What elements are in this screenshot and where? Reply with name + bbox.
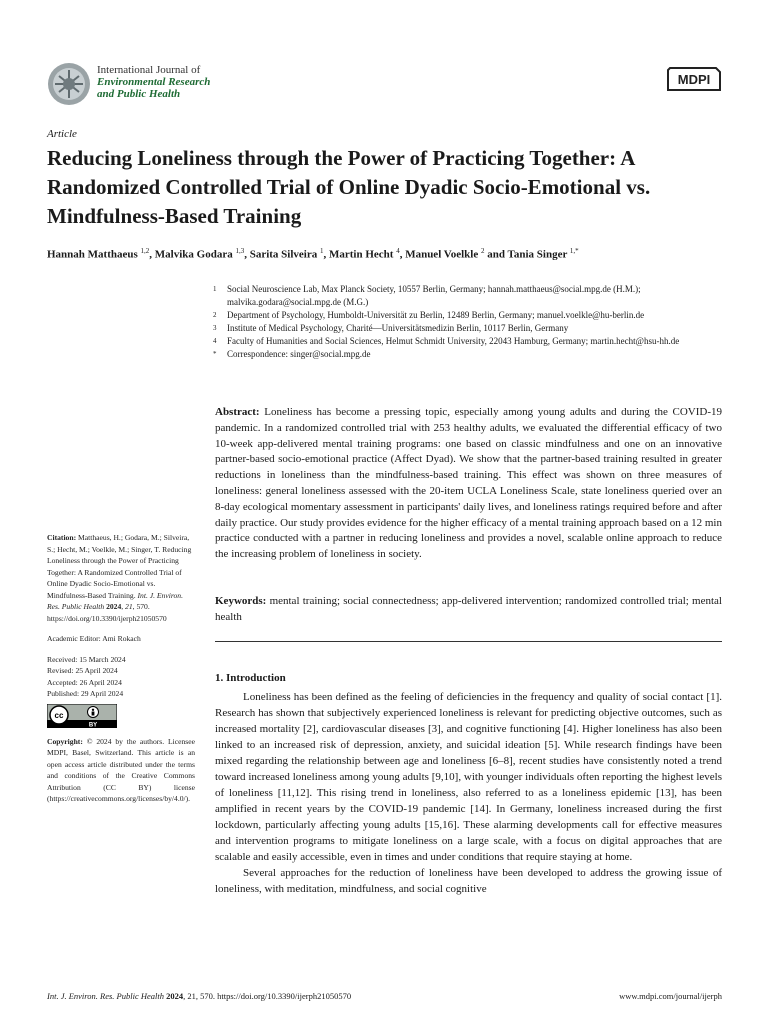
author-affiliation: 1,3 — [235, 247, 245, 255]
abstract-text: Loneliness has become a pressing topic, especially among young adults and during the COVID-19 pandemic. In a randomized controlled trial with 253 healthy adults, we evaluated the differential efficacy of two 10-week app-delivered mental training programs: one based on classic mindfulness and one on an innovative partner-based socio-emotional practice (Affect Dyad). We show that the partner-based training resulted in greater reductions in loneliness than the mindfulness-based training. This effect was shown on three measures of loneliness: general loneliness assessed with the 20-item UCLA Loneliness Scale, state loneliness queried over an 8-day ecological momentary assessment in participants' daily lives, and loneliness ratings required before and after daily practice. Our study provides evidence for the higher efficacy of a mental training approach based on a 12 min practice conducted with a partner in reducing loneliness and provides a novel, scalable online approach to reduce the increasing problem of loneliness in society. — [215, 406, 723, 561]
footer-citation — [47, 991, 351, 1001]
citation-doi[interactable]: , 570. https://doi.org/10.3390/ijerph21050570 — [47, 602, 167, 623]
affiliation-number: 1 — [213, 285, 217, 293]
cc-label: cc — [54, 710, 64, 720]
journal-logo — [47, 62, 91, 106]
footer-journal: Int. J. Environ. Res. Public Health — [47, 991, 165, 1001]
citation-text: Matthaeus, H.; Godara, M.; Silveira, S.; Hecht, M.; Voelkle, M.; Singer, T. Reducing Loneliness through the Power of Practicing Together: A Randomized Controlled Trial of Online Dyadic Socio-Emotional vs. Mindfulness-Based Training. — [47, 533, 192, 600]
journal-name-line2: Environmental Research — [97, 76, 211, 88]
copyright-label: Copyright: — [47, 736, 83, 746]
footer-year: 2024 — [166, 991, 184, 1001]
citation-label: Citation: — [47, 533, 77, 542]
mdpi-logo — [666, 66, 722, 92]
affiliation-number: 3 — [213, 324, 217, 332]
article-type: Article — [47, 128, 77, 140]
published-date: Published: 29 April 2024 — [47, 689, 124, 698]
affiliation-item — [213, 322, 733, 335]
journal-name-line1: International Journal of — [97, 64, 201, 76]
affiliation-text: Faculty of Humanities and Social Sciences, Helmut Schmidt University, 22043 Hamburg, Germany; martin.hecht@hsu-hh.de — [227, 336, 680, 346]
author-affiliation: 1 — [319, 247, 324, 255]
author-name: Tania Singer — [507, 248, 568, 261]
author-name: Manuel Voelkle — [405, 248, 479, 261]
revised-date: Revised: 25 April 2024 — [47, 666, 118, 675]
author-affiliation: 4 — [396, 247, 400, 255]
affiliation-text: Department of Psychology, Humboldt-Universität zu Berlin, 12489 Berlin, Germany; manuel.voelkle@hu-berlin.de — [227, 310, 645, 320]
keywords-label: Keywords: — [215, 595, 267, 607]
affiliation-text: Institute of Medical Psychology, Charité—Universitätsmedizin Berlin, 10117 Berlin, Germany — [227, 323, 569, 333]
author-name: Malvika Godara — [154, 248, 233, 261]
footer-doi[interactable]: , 21, 570. https://doi.org/10.3390/ijerph21050570 — [183, 991, 352, 1001]
author-name: Hannah Matthaeus — [47, 248, 138, 261]
publisher-name: MDPI — [677, 72, 711, 87]
journal-name — [97, 64, 210, 100]
affiliation-number: 2 — [213, 311, 217, 319]
citation-volume: 21 — [125, 602, 133, 611]
author-affiliation: 2 — [480, 247, 485, 255]
journal-name-line3: and Public Health — [97, 88, 181, 100]
affiliation-item — [213, 335, 733, 348]
citation-year: 2024 — [106, 602, 122, 611]
academic-editor: Academic Editor: Ami Rokach — [47, 634, 141, 643]
affiliation-item — [213, 309, 733, 322]
paragraph: Several approaches for the reduction of loneliness have been developed to address the growing issue of loneliness, with meditation, mindfulness, and social cognitive — [215, 867, 722, 895]
affiliation-item — [213, 283, 733, 309]
affiliation-number: * — [213, 350, 217, 358]
introduction-body — [215, 689, 722, 897]
affiliations — [213, 283, 733, 361]
footer-url[interactable]: www.mdpi.com/journal/ijerph — [619, 991, 722, 1001]
paragraph: Loneliness has been defined as the feeling of deficiencies in the frequency and quality of social contact [1]. Research has shown that subjectively experienced loneliness is relevant for predicting objective outcomes, such as increased mortality [2], cardiovascular diseases [3], and cognitive functioning [4]. Higher loneliness has also been linked to an increased risk of depression, anxiety, and suicidal ideation [5]. While research findings have been mixed regarding the relationship between age and loneliness [6–8], recent studies have consistently noted a trend toward increased loneliness among young adults [9,10], with younger individuals often reporting the highest levels of loneliness [11,12]. This rising trend in loneliness, also referred to as a loneliness epidemic [13], has been amplified in recent years by the COVID-19 pandemic [14]. In Germany, loneliness increased during the first lockdown, particularly affecting young adults [15,16]. These alarming developments call for effective measures and intervention programs to mitigate loneliness on a large scale, with a focus on digital approaches that are scalable and easily accessible, even in times and under conditions that require staying at home. — [215, 691, 722, 863]
cc-by-badge[interactable] — [47, 704, 117, 728]
article-title: Reducing Loneliness through the Power of Practicing Together: A Randomized Controlled Trial of Online Dyadic Socio-Emotional vs. Mindfulness-Based Training — [47, 146, 651, 228]
by-label: BY — [88, 722, 98, 728]
accepted-date: Accepted: 26 April 2024 — [47, 677, 122, 687]
affiliation-text: Correspondence: singer@social.mpg.de — [227, 349, 371, 359]
author-affiliation: 1,* — [569, 247, 579, 255]
abstract — [215, 405, 722, 563]
received-date: Received: 15 March 2024 — [47, 654, 126, 664]
keywords — [215, 594, 722, 626]
author-list: Hannah Matthaeus $^{1,2}$, Malvika Godara $^{1,3}$, Sarita Silveira $^1$, Martin Hecht $^4$, Manuel Voelkle $^2$ and Tania Singer $^{1,*}$ — [47, 247, 579, 261]
citation-block: Citation: Matthaeus, H.; Godara, M.; Silveira, S.; Hecht, M.; Voelkle, M.; Singer, T. Reducing Loneliness through the Power of Practicing Together: A Randomized Controlled Trial of Online Dyadic Socio-Emotional vs. Mindfulness-Based Training. Int. J. Environ. Res. Public Health 2024, 21, 570. https://doi.org/10.3390/ijerph21050570 — [47, 533, 192, 623]
author-affiliation: 1,2 — [140, 247, 150, 255]
citation-journal: Int. J. Environ. Res. Public Health — [47, 590, 183, 611]
affiliation-text: Social Neuroscience Lab, Max Planck Society, 10557 Berlin, Germany; hannah.matthaeus@social.mpg.de (H.M.); malvika.godara@social.mpg.de (M.G.) — [227, 284, 641, 307]
section-divider — [215, 641, 722, 642]
section-heading: 1. Introduction — [215, 672, 286, 684]
copyright-text: © 2024 by the authors. Licensee MDPI, Basel, Switzerland. This article is an open access article distributed under the terms and conditions of the Creative Commons Attribution (CC BY) license (https://creativecommons.org/licenses/by/4.0/). — [47, 736, 195, 803]
abstract-label: Abstract: — [215, 406, 260, 418]
affiliation-number: 4 — [213, 337, 217, 345]
affiliation-item — [213, 348, 733, 361]
author-name: Sarita Silveira — [249, 248, 318, 261]
copyright-block — [47, 736, 195, 805]
author-name: Martin Hecht — [328, 248, 394, 261]
keywords-text: mental training; social connectedness; app-delivered intervention; randomized controlled trial; mental health — [215, 595, 722, 623]
sidebar — [47, 532, 195, 814]
